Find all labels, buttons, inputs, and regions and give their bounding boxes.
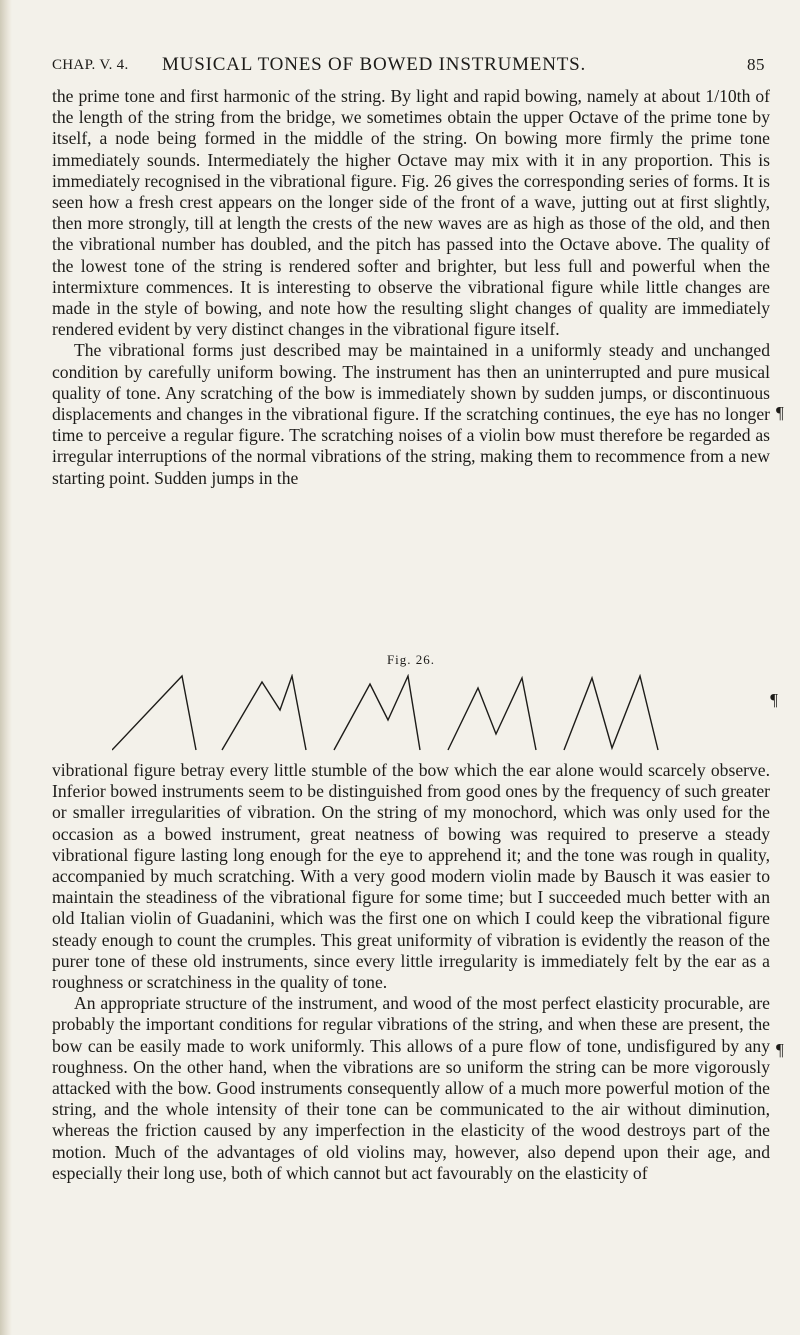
paragraph <box>52 86 770 340</box>
wave-form-2 <box>222 676 306 750</box>
margin-pilcrow: ¶ <box>776 1040 784 1059</box>
running-head <box>52 52 765 78</box>
figure-26 <box>52 652 778 756</box>
paragraph <box>52 340 770 488</box>
paragraph <box>52 993 770 1184</box>
margin-pilcrow: ¶ <box>776 403 784 422</box>
page-number: 85 <box>747 55 765 74</box>
vibrational-figure <box>112 674 672 754</box>
paragraph-text: The vibrational forms just described may be maintained in a uniformly steady and unchanged condition by carefully uniform bowing. The instrument has then an uninterrupted and pure musical quality of tone. Any scratching of the bow is immediately shown by sudden jumps, or discontinuous displacements and changes in the vibrational figure. If the scratching continues, the eye has no longer time to perceive a regular figure. The scratching noises of a violin bow must therefore be regarded as irregular interruptions of the normal vibrations of the string, making them to recommence from a new starting point. Sudden jumps in the <box>52 340 770 488</box>
page-title: MUSICAL TONES OF BOWED INSTRUMENTS. <box>162 54 587 75</box>
margin-pilcrow: ¶ <box>770 690 778 709</box>
page-binding-shadow <box>0 0 12 1335</box>
chapter-label: CHAP. V. 4. <box>52 57 129 73</box>
wave-form-3 <box>334 676 420 750</box>
wave-form-4 <box>448 678 536 750</box>
body-text-top <box>52 86 770 489</box>
wave-form-1 <box>112 676 196 750</box>
figure-caption: Fig. 26. <box>386 652 436 667</box>
paragraph-text: the prime tone and first harmonic of the string. By light and rapid bowing, namely at about 1/10th of the length of the string from the bridge, we sometimes obtain the upper Octave of the prime tone by itself, a node being formed in the middle of the string. On bowing more firmly the prime tone immediately sounds. Intermediately the higher Octave may mix with it in any proportion. This is immediately recognised in the vibrational figure. Fig. 26 gives the corresponding series of forms. It is seen how a fresh crest appears on the longer side of the front of a wave, jutting out at first slightly, then more strongly, till at length the crests of the new waves are as high as those of the old, and then the vibrational number has doubled, and the pitch has passed into the Octave above. The quality of the lowest tone of the string is rendered softer and brighter, but less full and powerful when the intermixture commences. It is interesting to observe the vibrational figure while little changes are made in the style of bowing, and note how the resulting slight changes of quality are immediately rendered evident by very distinct changes in the vibrational figure itself. <box>52 86 770 340</box>
body-text-bottom <box>52 760 770 1184</box>
paragraph-text: vibrational figure betray every little stumble of the bow which the ear alone would scarcely observe. Inferior bowed instruments seem to be distinguished from good ones by the frequency of such greater or smaller irregularities of vibration. On the string of my monochord, which was only used for the occasion as a bowed instrument, great neatness of bowing was required to preserve a steady vibrational figure lasting long enough for the eye to apprehend it; and the tone was rough in quality, accompanied by much scratching. With a very good modern violin made by Bausch it was easier to maintain the steadiness of the vibrational figure for some time; but I succeeded much better with an old Italian violin of Guadanini, which was the first one on which I could keep the vibrational figure steady enough to count the crumples. This great uniformity of vibration is evidently the reason of the purer tone of these old instruments, since every little irregularity is immediately felt by the ear as a roughness or scratchiness in the quality of tone. <box>52 760 770 993</box>
paragraph <box>52 760 770 993</box>
paragraph-text: An appropriate structure of the instrument, and wood of the most perfect elasticity procurable, are probably the important conditions for regular vibrations of the string, and when these are present, the bow can be easily made to work uniformly. This allows of a pure flow of tone, undisfigured by any roughness. On the other hand, when the vibrations are so uniform the string can be more vigorously attacked with the bow. Good instruments consequently allow of a much more powerful motion of the string, and the whole intensity of their tone can be communicated to the air without diminution, whereas the friction caused by any imperfection in the elasticity of the wood destroys part of the motion. Much of the advantages of old violins may, however, also depend upon their age, and especially their long use, both of which cannot but act favourably on the elasticity of <box>52 993 770 1183</box>
wave-form-5 <box>564 676 658 750</box>
